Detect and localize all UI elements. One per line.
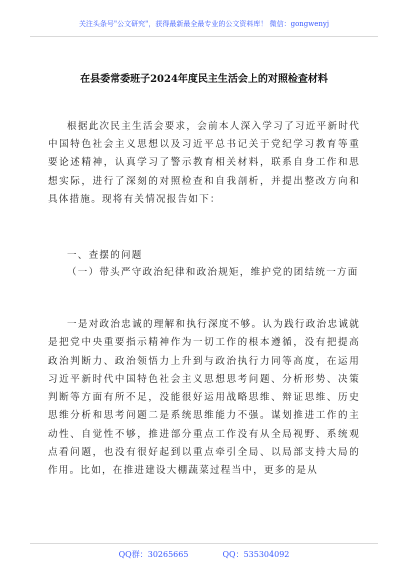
header-notice: 关注头条号"公文研究"，获得最新最全最专业的公文资料库！ 微信：gongwenyj: [78, 20, 330, 28]
body-paragraph: 一是对政治忠诚的理解和执行深度不够。认为践行政治忠诚就是把党中央重要指示精神作为一切工作的根本遵循，没有把提高政治判断力、政治领悟力上升到与政治执行力同等高度，在运用习近平新时代中国特色社会主义思想思考问题、分析形势、决策判断等方面有所不足，没能很好运用战略思维、辩证思维、历史思维分析和思考问题二是系统思维能力不强。谋划推进工作的主动性、自觉性不够，推进部分重点工作没有从全局视野、系统观点看问题，也没有很好起到以重点牵引全局、以局部支持大局的作用。比如，在推进建设大棚蔬菜过程当中，更多的是从: [48, 319, 360, 477]
footer-contact: [30, 549, 378, 560]
page-header: [30, 18, 378, 37]
page-footer: [30, 543, 378, 564]
footer-qq: QQ：535304092: [222, 550, 290, 559]
subsection-heading: （一）带头严守政治纪律和政治规矩，维护党的团结统一方面: [67, 267, 359, 278]
section-heading: 一、查摆的问题: [67, 250, 143, 261]
intro-paragraph: 根据此次民主生活会要求，会前本人深入学习了习近平新时代中国特色社会主义思想以及习近平总书记关于党纪学习教育等重要论述精神，认真学习了警示教育相关材料，联系自身工作和思想实际，进行了深刻的对照检查和自我剖析，并提出整改方向和具体措施。现将有关情况报告如下：: [48, 121, 360, 205]
footer-qq-group: QQ群：30265665: [118, 550, 189, 559]
document-title: 在县委常委班子2024年度民主生活会上的对照检查材料: [80, 74, 328, 85]
